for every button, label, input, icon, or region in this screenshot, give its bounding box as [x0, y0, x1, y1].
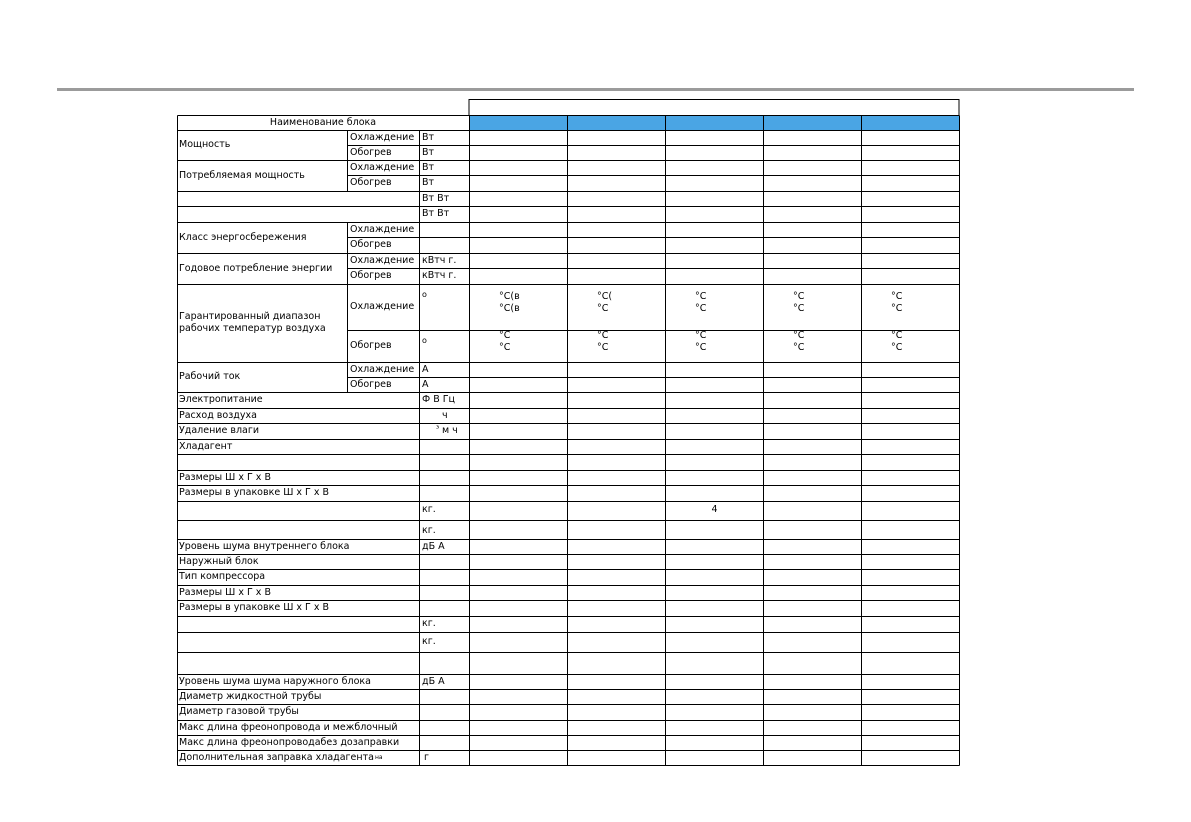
dehum-unit: м ч [442, 425, 458, 437]
model-header-cell-4 [764, 116, 861, 130]
annual-cooling-unit: кВтч г. [422, 254, 457, 266]
power-cooling-unit: Вт [422, 131, 435, 143]
temp-mark-heat-4 [793, 330, 853, 362]
temp-heating-unit: о [422, 336, 427, 345]
power-heating-unit: Вт [422, 146, 435, 158]
block-name-header: Наименование блока [269, 116, 377, 128]
current-label: Рабочий ток [179, 371, 241, 383]
noise-outdoor-unit: дБ А [422, 675, 445, 687]
weight-value: 4 [711, 503, 718, 515]
temp-mark-heat-5-b: °С [891, 341, 903, 353]
temp-mark-heat-3-a: °С [695, 330, 707, 341]
temp-mark-heat-2-b: °С [597, 341, 609, 353]
temp-mark-cool-1 [499, 291, 559, 325]
model-header-cell-5 [862, 116, 959, 130]
model-header-cell-2 [568, 116, 665, 130]
noise-indoor-label: Уровень шума внутреннего блока [179, 540, 350, 552]
power-heating-label: Обогрев [350, 146, 392, 158]
temp-mark-cool-4 [793, 291, 853, 325]
model-header-cell-3 [666, 116, 763, 130]
temp-mark-cool-1-b: °С(в [499, 302, 520, 314]
temp-mark-heat-2 [597, 330, 657, 362]
temp-mark-cool-3-b: °С [695, 302, 707, 314]
spec-table [177, 99, 960, 766]
temp-mark-cool-2-a: °С( [597, 291, 613, 302]
temp-mark-cool-5-a: °С [891, 291, 903, 302]
outdoor-unit-label: Наружный блок [179, 555, 259, 567]
temp-mark-heat-5 [891, 330, 951, 362]
temp-cooling-unit: о [422, 290, 427, 299]
consumed-heating-label: Обогрев [350, 177, 392, 189]
current-heating-label: Обогрев [350, 378, 392, 390]
energy-class-cooling-label: Охлаждение [350, 223, 415, 235]
temp-mark-cool-5 [891, 291, 951, 325]
temp-range-label: Гарантированный диапазон рабочих температур воздуха [179, 311, 326, 334]
energy-class-heating-label: Обогрев [350, 239, 392, 251]
annual-consumption-label: Годовое потребление энергии [179, 262, 333, 274]
extra-charge-per-label: на [375, 754, 383, 762]
temp-mark-cool-4-b: °С [793, 302, 805, 314]
power-label: Мощность [179, 139, 231, 151]
weight-pack-indoor-unit: кг. [422, 524, 436, 536]
temp-heating-label: Обогрев [350, 340, 392, 352]
dims-pack-outdoor-label: Размеры в упаковке Ш х Г х В [179, 602, 329, 614]
refrigerant-label: Хладагент [179, 440, 233, 452]
temp-mark-cool-3 [695, 291, 755, 325]
annual-cooling-label: Охлаждение [350, 254, 415, 266]
current-cooling-label: Охлаждение [350, 363, 415, 375]
noise-outdoor-label: Уровень шума шума наружного блока [179, 675, 371, 687]
temp-mark-cool-5-b: °С [891, 302, 903, 314]
airflow-unit: ч [442, 409, 448, 421]
model-header-cell-1 [470, 116, 567, 130]
annual-heating-label: Обогрев [350, 270, 392, 282]
dehum-unit-sup: ³ [436, 424, 440, 433]
temp-mark-cool-4-a: °С [793, 291, 805, 302]
temp-mark-heat-4-a: °С [793, 330, 805, 341]
dims-pack-indoor-label: Размеры в упаковке Ш х Г х В [179, 487, 329, 499]
temp-mark-heat-2-a: °С [597, 330, 609, 341]
weight-indoor-unit: кг. [422, 503, 436, 515]
annual-heating-unit: кВтч г. [422, 270, 457, 282]
consumed-cooling-unit: Вт [422, 161, 435, 173]
liquid-pipe-label: Диаметр жидкостной трубы [179, 690, 322, 702]
temp-cooling-label: Охлаждение [350, 301, 415, 313]
temp-mark-cool-1-a: °С(в [499, 291, 520, 302]
weight-pack-outdoor-unit: кг. [422, 636, 436, 648]
gas-pipe-label: Диаметр газовой трубы [179, 706, 299, 718]
dims-outdoor-label: Размеры Ш х Г х В [179, 586, 271, 598]
weight-outdoor-unit: кг. [422, 618, 436, 630]
consumed-cooling-label: Охлаждение [350, 161, 415, 173]
consumed-heating-unit: Вт [422, 177, 435, 189]
consumed-power-label: Потребляемая мощность [179, 169, 305, 181]
extra-charge-unit: г [424, 751, 429, 763]
current-heating-unit: А [422, 378, 429, 390]
airflow-label: Расход воздуха [179, 409, 257, 421]
temp-mark-cool-3-a: °С [695, 291, 707, 302]
temp-mark-heat-4-b: °С [793, 341, 805, 353]
temp-mark-heat-1-b: °С [499, 341, 511, 353]
compressor-label: Тип компрессора [179, 571, 266, 583]
ratio-cooling-unit: Вт Вт [422, 192, 450, 204]
energy-class-label: Класс энергосбережения [179, 231, 307, 243]
extra-charge-label: Дополнительная заправка хладагента [179, 751, 374, 763]
ratio-heating-unit: Вт Вт [422, 208, 450, 220]
header-rule [57, 88, 1134, 91]
current-cooling-unit: А [422, 363, 429, 375]
power-cooling-label: Охлаждение [350, 131, 415, 143]
temp-mark-heat-1-a: °С [499, 330, 511, 341]
temp-mark-heat-3-b: °С [695, 341, 707, 353]
temp-mark-heat-5-a: °С [891, 330, 903, 341]
temp-mark-cool-2-b: °С [597, 302, 609, 314]
max-length-label: Макс длина фреонопровода и межблочный [179, 721, 398, 733]
supply-unit: Ф В Гц [422, 394, 455, 406]
supply-label: Электропитание [179, 394, 263, 406]
noise-indoor-unit: дБ А [422, 540, 445, 552]
dims-indoor-label: Размеры Ш х Г х В [179, 471, 271, 483]
max-length-no-charge-label: Макс длина фреонопроводабез дозаправки [179, 736, 400, 748]
temp-mark-cool-2 [597, 291, 657, 325]
temp-mark-heat-1 [499, 330, 559, 362]
dehumidification-label: Удаление влаги [179, 425, 260, 437]
temp-mark-heat-3 [695, 330, 755, 362]
